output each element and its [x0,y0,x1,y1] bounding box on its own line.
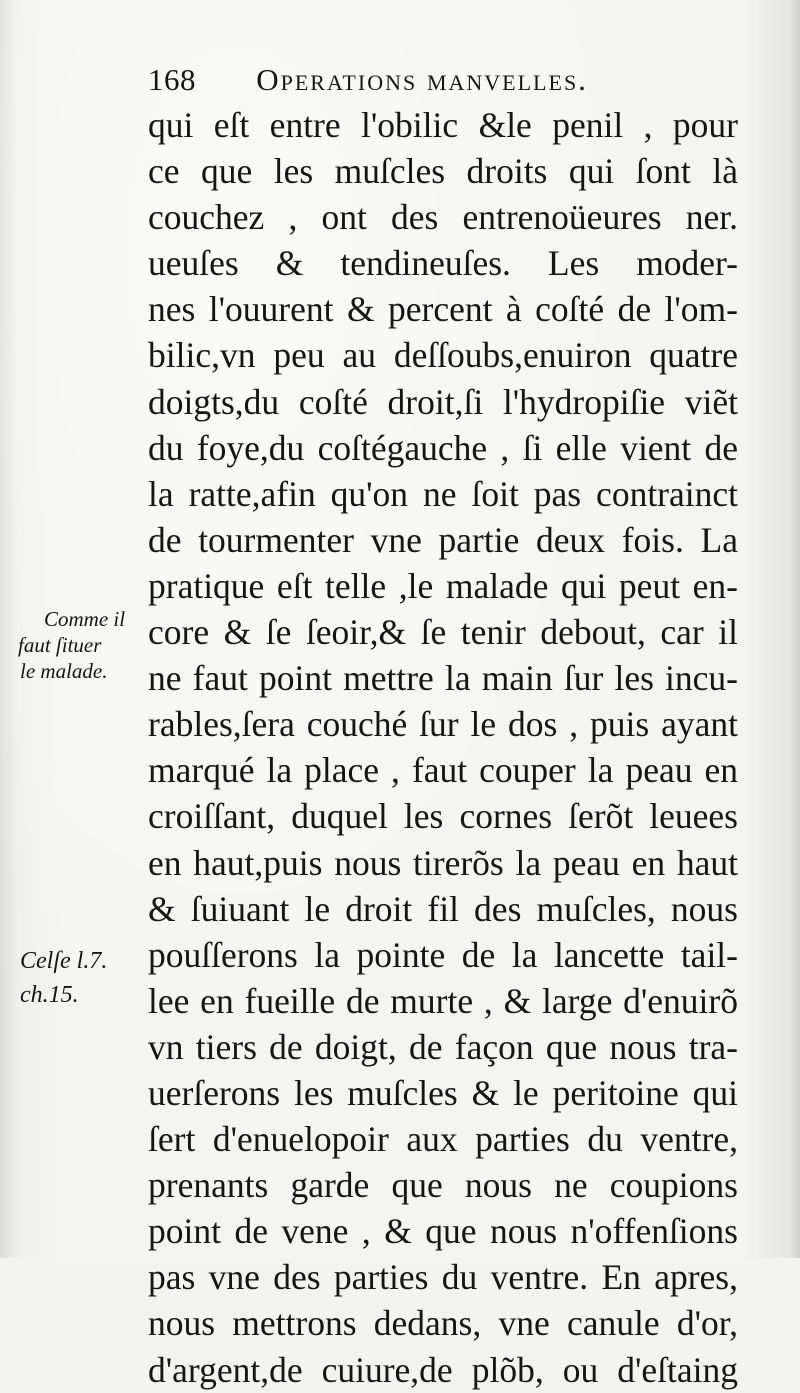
text-line: croiſſant, duquel les cornes ſerõt leuees [148,796,738,837]
text-line: bilic,vn peu au deſſoubs,enuiron quatre [148,335,738,376]
margin-note-line: ch.15. [20,982,79,1008]
text-line: vn tiers de doigt, de façon que nous tra- [148,1026,738,1067]
text-line: doigts,du coſté droit,ſi l'hydropiſie viẽt [148,381,738,422]
text-line: nes l'ouurent & percent à coſté de l'om- [148,289,738,330]
text-line: d'argent,de cuiure,de plõb, ou d'eſtaing [148,1349,738,1390]
margin-note-celsus-reference [6,944,146,1012]
text-line: couchez , ont des entrenoüeures ner. [148,197,738,238]
text-line: & ſuiuant le droit fil des muſcles, nous [148,888,738,929]
text-line: uerſerons les muſcles & le peritoine qui [148,1072,738,1113]
text-line: nous mettrons dedans, vne canule d'or, [148,1303,738,1344]
text-line: du foye,du coſtégauche , ſi elle vient de [148,427,738,468]
text-line: qui eſt entre l'obilic &le penil , pour [148,105,738,145]
text-line: ne faut point mettre la main ſur les incu- [148,658,738,699]
text-line: en haut,puis nous tirerõs la peau en haut [148,842,738,883]
text-line: de tourmenter vne partie deux fois. La [148,519,738,560]
text-line: prenants garde que nous ne coupions [148,1165,738,1206]
margin-note-line: le malade. [20,659,108,683]
text-line: core & ſe ſeoir,& ſe tenir debout, car il [148,612,738,653]
text-line: ce que les muſcles droits qui ſont là [148,151,738,192]
page-header [148,58,748,102]
text-line: pouſſerons la pointe de la lancette tail- [148,934,738,975]
margin-note-line: faut ſituer [18,633,102,657]
running-head: Operations manvelles. [256,62,588,97]
text-line: ſert d'enuelopoir aux parties du ventre, [148,1119,738,1160]
text-line: point de vene , & que nous n'offenſions [148,1211,738,1252]
margin-note-patient-position [6,606,146,684]
text-line: rables,ſera couché ſur le dos , puis ayant [148,704,738,745]
margin-note-line: Celſe l.7. [20,948,108,974]
text-line: la ratte,afin qu'on ne ſoit pas contrainct [148,473,738,514]
text-line: marqué la place , faut couper la peau en [148,750,738,791]
text-line: lee en fueille de murte , & large d'enuirõ [148,980,738,1021]
margin-note-line: Comme il [44,607,126,631]
text-line: pas vne des parties du ventre. En apres, [148,1257,738,1298]
text-line: pratique eſt telle ,le malade qui peut en- [148,565,738,606]
body-text [148,102,738,1393]
page-number: 168 [148,62,196,97]
text-line: ueuſes & tendineuſes. Les moder- [148,243,738,284]
